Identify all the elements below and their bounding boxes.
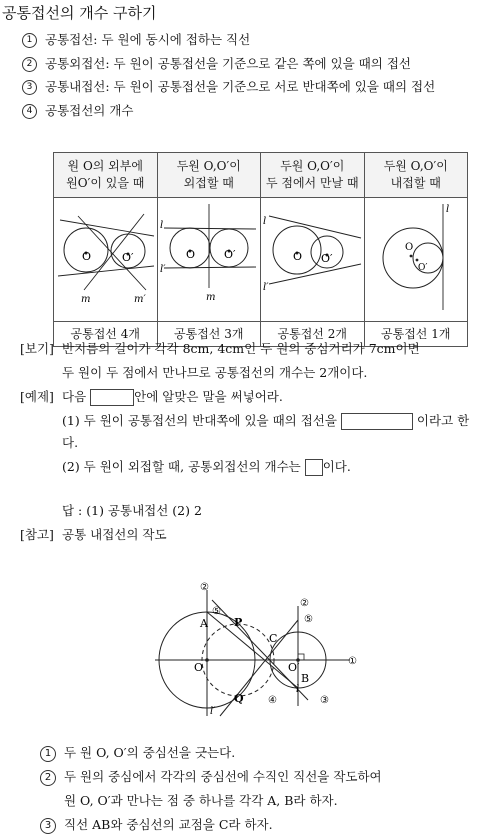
- definition-text: 공통내접선: 두 원이 공통접선을 기준으로 서로 반대쪽에 있을 때의 접선: [45, 79, 436, 94]
- svg-text:O: O: [293, 250, 303, 263]
- problem-question-1: (1) 두 원이 공통접선의 반대쪽에 있을 때의 접선을 이라고 한: [62, 413, 470, 428]
- definition-item: [22, 28, 435, 52]
- svg-text:②: ②: [200, 582, 209, 593]
- definition-text: 공통접선: 두 원에 동시에 접하는 직선: [45, 32, 251, 47]
- circled-number: 3: [40, 818, 56, 834]
- example-tag: [보기]: [20, 341, 54, 356]
- answer: 답 : (1) 공통내접선 (2) 2: [62, 503, 202, 518]
- tangent-count-table: [53, 152, 468, 347]
- circled-number: 1: [22, 33, 37, 48]
- problem-tag: [예제]: [20, 389, 54, 404]
- definition-text: 공통접선의 개수: [45, 102, 134, 118]
- svg-text:O: O: [82, 250, 92, 263]
- definitions-list: [22, 28, 435, 122]
- problem-question-2: (2) 두 원이 외접할 때, 공통외접선의 개수는 이다.: [62, 459, 351, 474]
- step-item: 2 두 원의 중심에서 각각의 중심선에 수직인 직선을 작도하여: [40, 765, 382, 789]
- svg-text:C: C: [269, 632, 278, 645]
- svg-text:Q: Q: [234, 692, 244, 705]
- table-header-cell: 두원 O,O′이 외접할 때: [157, 153, 261, 198]
- example-line: 두 원이 두 점에서 만나므로 공통접선의 개수는 2개이다.: [62, 365, 368, 380]
- svg-text:O: O: [185, 248, 195, 261]
- step-item: 1 두 원 O, O′의 중심선을 긋는다.: [40, 741, 382, 765]
- svg-text:m: m: [205, 292, 216, 303]
- reference-tag: [참고]: [20, 527, 54, 542]
- svg-text:O′: O′: [417, 263, 428, 273]
- svg-text:O: O: [194, 661, 204, 674]
- svg-text:l′: l′: [210, 706, 216, 717]
- definition-text: 공통외접선: 두 원이 공통접선을 기준으로 같은 쪽에 있을 때의 접선: [45, 55, 411, 71]
- table-footer-cell: 공통접선 1개: [364, 322, 468, 347]
- page-title: 공통접선의 개수 구하기: [2, 4, 157, 22]
- svg-text:O′: O′: [223, 248, 236, 261]
- svg-text:l: l: [159, 220, 163, 231]
- svg-text:O: O: [404, 242, 413, 253]
- svg-text:⑤: ⑤: [212, 606, 221, 617]
- table-footer-cell: 공통접선 4개: [54, 322, 158, 347]
- svg-text:O′: O′: [288, 661, 300, 674]
- circled-number: 1: [40, 746, 56, 762]
- svg-text:②: ②: [300, 598, 309, 609]
- example-line: 반지름의 길이가 각각 8cm, 4cm인 두 원의 중심거리가 7cm이면: [62, 341, 420, 356]
- diagram-separate-circles: [54, 198, 158, 322]
- problem-intro: 다음 안에 알맞은 말을 써넣어라.: [62, 389, 283, 404]
- diagram-internally-tangent: [364, 198, 468, 322]
- table-header-cell: 원 O의 외부에 원O′이 있을 때: [54, 153, 158, 198]
- svg-text:m′: m′: [134, 294, 147, 305]
- circled-number: 4: [22, 104, 37, 119]
- construction-steps: [40, 741, 382, 837]
- definition-item: [22, 75, 435, 99]
- circled-number: 2: [40, 770, 56, 786]
- svg-text:l′: l′: [159, 264, 166, 275]
- svg-text:l: l: [263, 216, 267, 227]
- diagram-externally-tangent: [157, 198, 261, 322]
- blank-box[interactable]: [90, 389, 134, 406]
- svg-text:O′: O′: [122, 251, 134, 264]
- svg-text:④: ④: [268, 695, 277, 706]
- circled-number: 3: [22, 80, 37, 95]
- svg-text:l: l: [296, 684, 300, 695]
- diagram-intersecting-circles: [261, 198, 365, 322]
- svg-text:⑤: ⑤: [304, 614, 313, 625]
- svg-text:m: m: [81, 294, 91, 305]
- blank-box[interactable]: [305, 459, 323, 476]
- table-header-cell: 두원 O,O′이 두 점에서 만날 때: [261, 153, 365, 198]
- svg-text:P: P: [234, 616, 243, 629]
- problem-question-1-cont: 다.: [62, 435, 79, 450]
- table-footer-cell: 공통접선 3개: [157, 322, 261, 347]
- reference-title: 공통 내접선의 작도: [62, 527, 167, 542]
- svg-text:O′: O′: [321, 252, 333, 265]
- table-header-cell: 두원 O,O′이 내접할 때: [364, 153, 468, 198]
- svg-text:l′: l′: [263, 282, 269, 293]
- construction-diagram: [150, 578, 370, 728]
- svg-text:A: A: [200, 617, 208, 630]
- svg-text:l: l: [445, 204, 449, 215]
- definition-item: [22, 99, 435, 123]
- svg-text:①: ①: [348, 656, 357, 667]
- svg-text:③: ③: [320, 695, 329, 706]
- table-footer-cell: 공통접선 2개: [261, 322, 365, 347]
- svg-text:B: B: [301, 672, 310, 685]
- step-item: 원 O, O′과 만나는 점 중 하나를 각각 A, B라 하자.: [64, 793, 338, 808]
- step-item: 3 직선 AB와 중심선의 교점을 C라 하자.: [40, 813, 382, 837]
- blank-box[interactable]: [341, 413, 413, 430]
- definition-item: [22, 52, 435, 76]
- circled-number: 2: [22, 57, 37, 72]
